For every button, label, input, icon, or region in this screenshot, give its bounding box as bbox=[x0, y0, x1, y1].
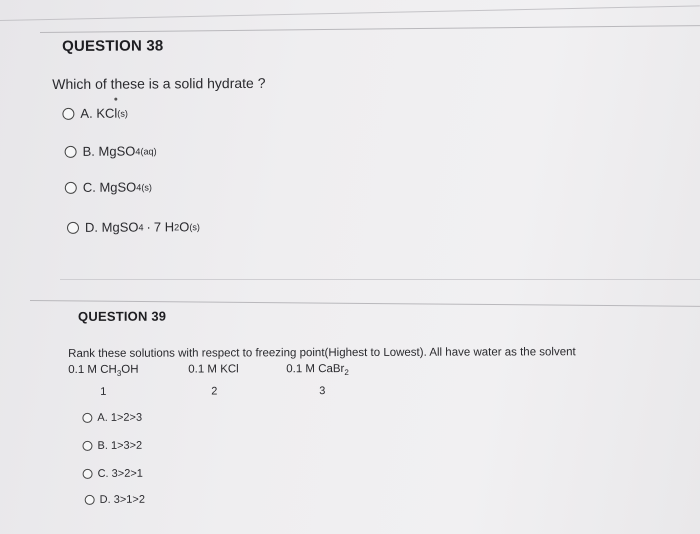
option-formula: MgSO bbox=[99, 179, 137, 195]
option-d[interactable] bbox=[85, 494, 145, 506]
water-oxygen: O bbox=[179, 219, 190, 235]
solution-2-number: 2 bbox=[211, 385, 218, 398]
option-c[interactable] bbox=[83, 468, 143, 480]
radio-button[interactable] bbox=[83, 469, 93, 479]
radio-button[interactable] bbox=[82, 413, 92, 423]
option-letter: B. bbox=[82, 143, 95, 159]
solution-3: 0.1 M CaBr$_2$ bbox=[286, 363, 349, 378]
option-formula: MgSO bbox=[98, 143, 136, 159]
option-subscript: 4(aq) bbox=[135, 145, 157, 157]
option-letter: D. bbox=[99, 493, 111, 506]
option-text: 3>2>1 bbox=[111, 467, 143, 480]
option-letter: A. bbox=[80, 105, 93, 121]
option-state: (s) bbox=[117, 108, 128, 119]
solution-2: 0.1 M KCl bbox=[188, 363, 239, 376]
option-subscript: 4 bbox=[138, 222, 144, 233]
option-b[interactable] bbox=[82, 440, 142, 452]
question-39-title: QUESTION 39 bbox=[78, 308, 167, 324]
option-state: (s) bbox=[189, 221, 200, 232]
option-formula: KCl bbox=[96, 105, 118, 121]
solution-1: 0.1 M $CH_3OH$ bbox=[68, 363, 139, 378]
option-a[interactable] bbox=[82, 412, 142, 424]
option-letter: A. bbox=[97, 411, 108, 424]
option-letter: D. bbox=[84, 219, 99, 235]
radio-button[interactable] bbox=[67, 221, 79, 233]
radio-button[interactable] bbox=[85, 495, 95, 505]
option-d[interactable] bbox=[67, 219, 200, 235]
solution-3-number: 3 bbox=[319, 385, 326, 398]
option-a[interactable] bbox=[62, 106, 128, 121]
option-b[interactable] bbox=[65, 143, 157, 158]
option-text: 3>1>2 bbox=[113, 493, 145, 506]
radio-button[interactable] bbox=[65, 145, 77, 157]
question-39-prompt: Rank these solutions with respect to freezing point(Highest to Lowest). All have water as the solvent bbox=[68, 346, 576, 360]
question-38-prompt: Which of these is a solid hydrate ? bbox=[52, 74, 266, 92]
option-letter: B. bbox=[97, 439, 108, 452]
solution-1-number: 1 bbox=[100, 385, 107, 398]
radio-button[interactable] bbox=[62, 107, 74, 119]
option-c[interactable] bbox=[65, 179, 152, 194]
option-text: 1>2>3 bbox=[110, 411, 143, 424]
dot-mark bbox=[114, 98, 117, 101]
option-formula: MgSO bbox=[101, 219, 139, 235]
option-text: 1>3>2 bbox=[110, 439, 143, 452]
option-letter: C. bbox=[97, 467, 109, 480]
water-subscript: 2 bbox=[174, 221, 180, 232]
hydrate-dot: · bbox=[146, 219, 151, 235]
divider bbox=[60, 279, 700, 280]
water-coefficient: 7 H bbox=[153, 219, 175, 235]
option-subscript: 4(s) bbox=[136, 181, 152, 193]
radio-button[interactable] bbox=[82, 441, 92, 451]
question-38-title: QUESTION 38 bbox=[62, 37, 164, 55]
option-letter: C. bbox=[82, 179, 96, 195]
radio-button[interactable] bbox=[65, 181, 77, 193]
